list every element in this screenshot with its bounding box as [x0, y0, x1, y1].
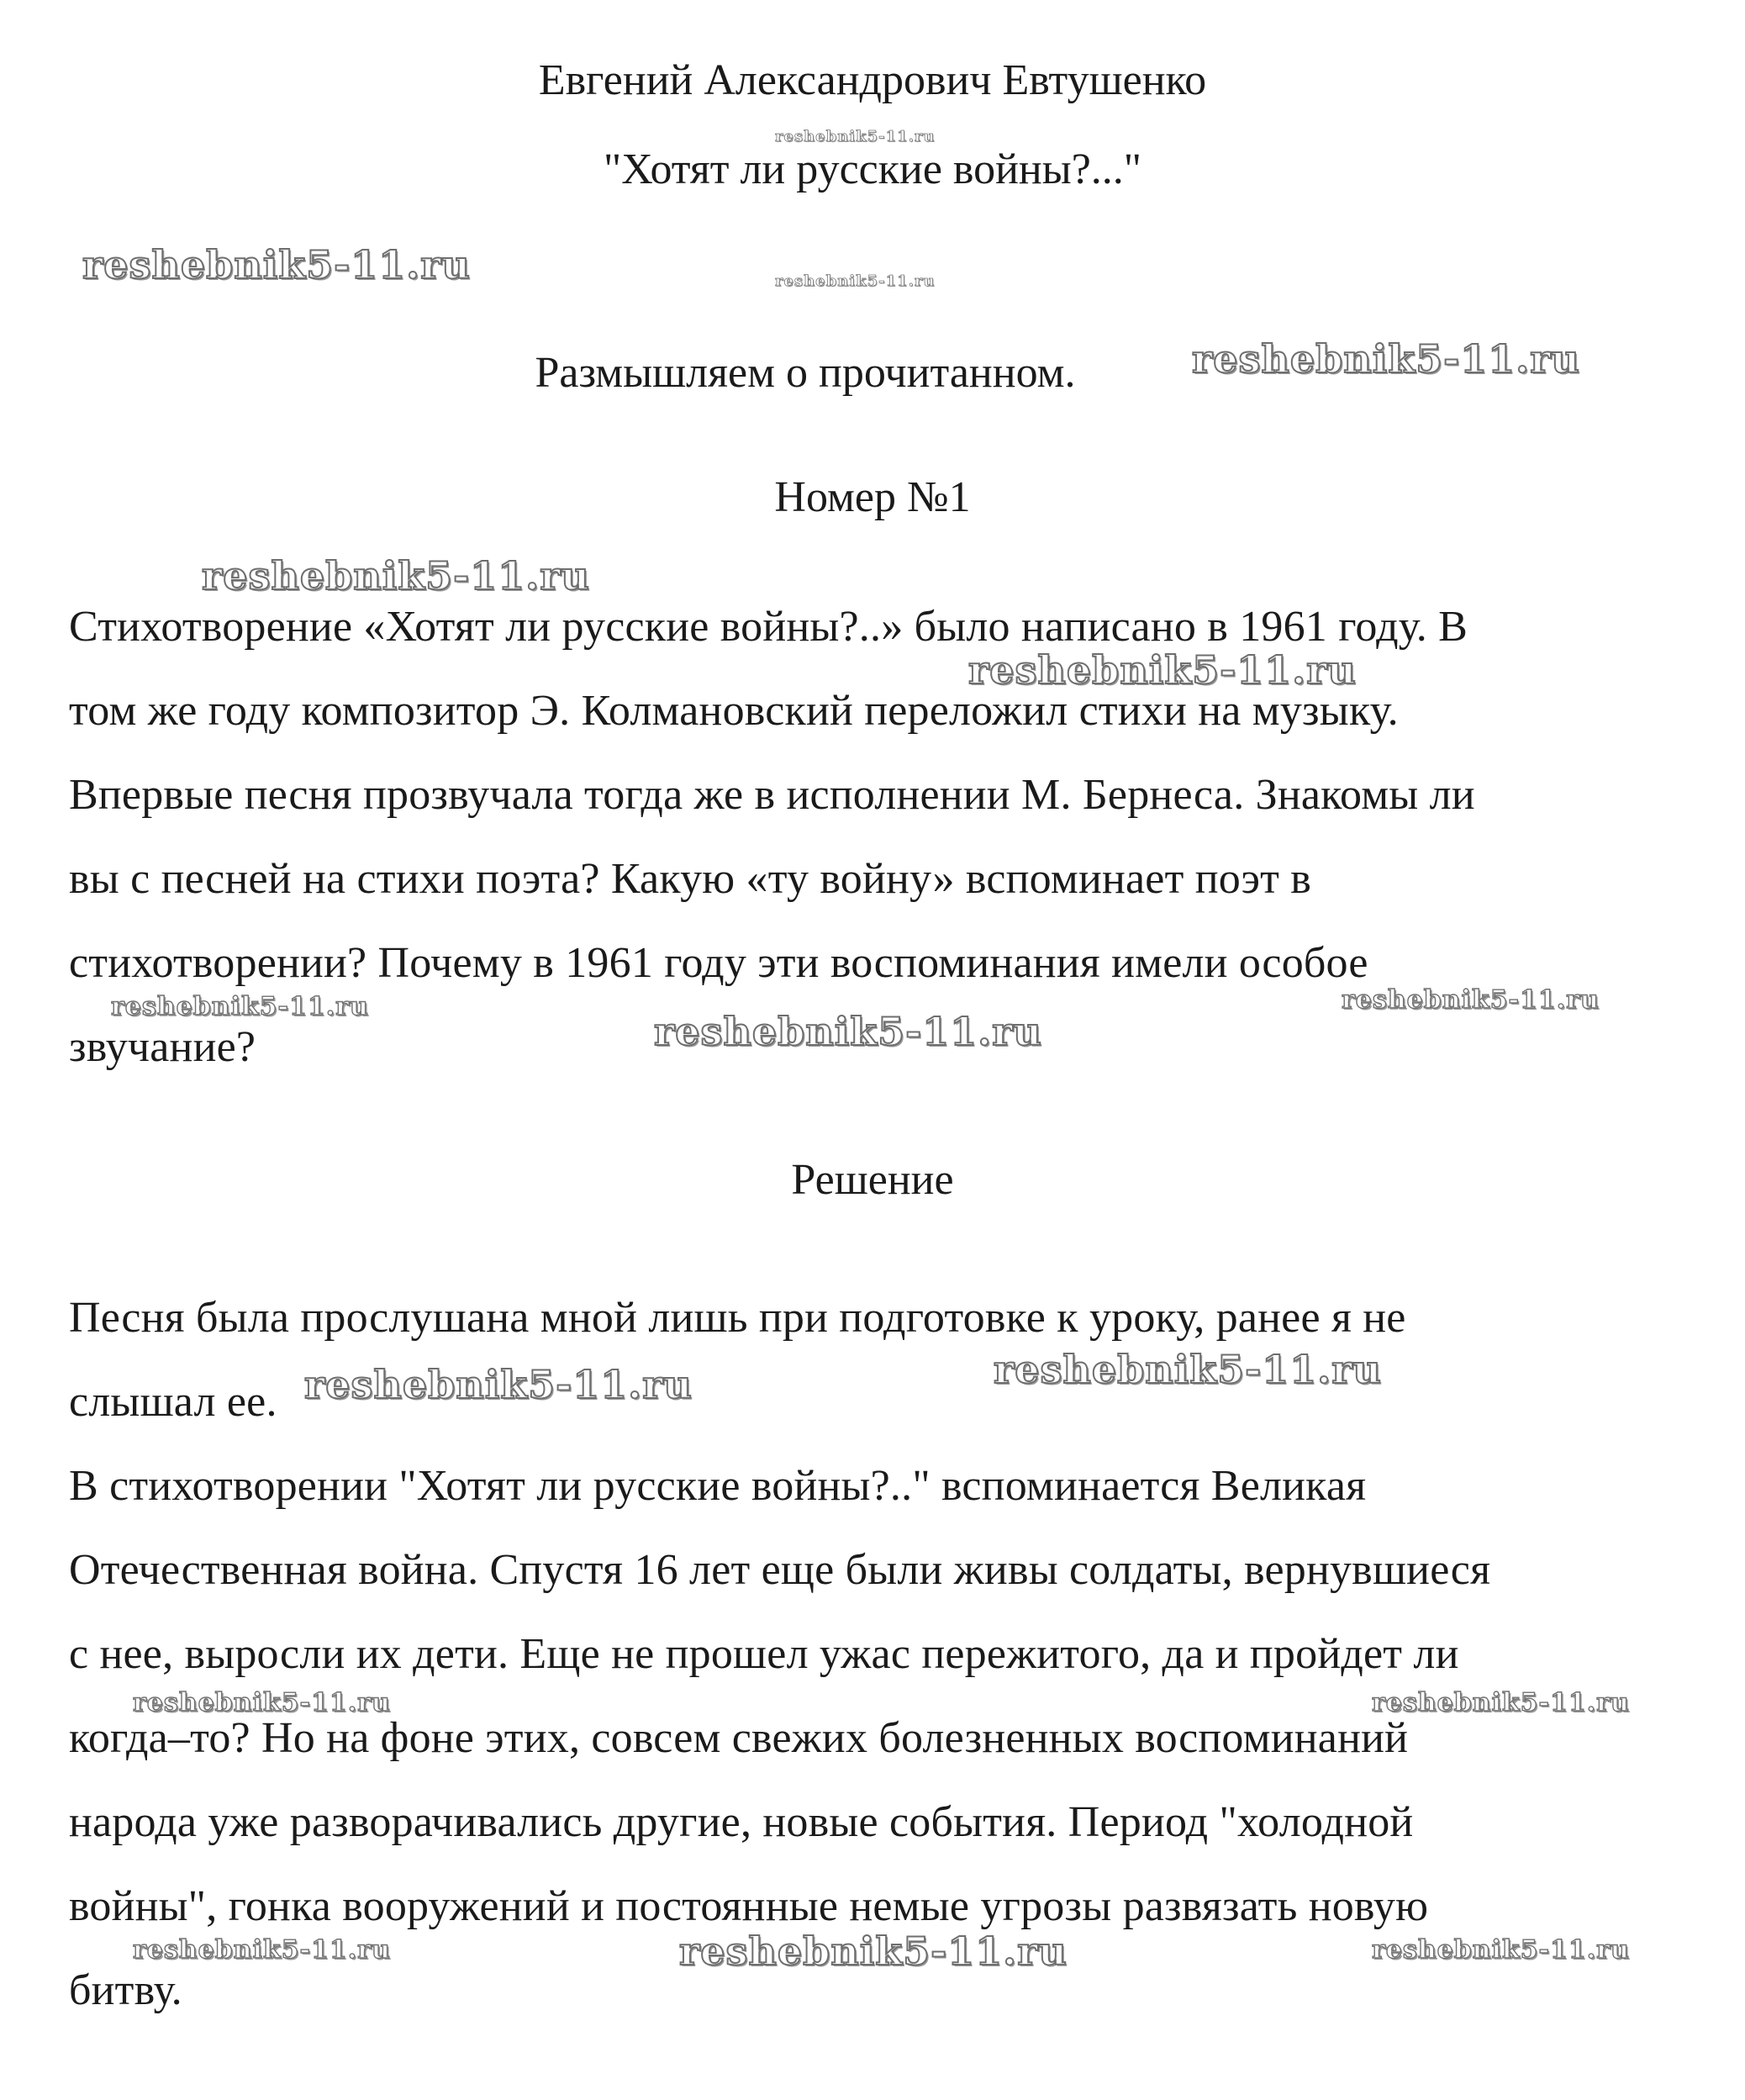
solution-line: слышал ее.	[69, 1378, 277, 1426]
watermark: reshebnik5-11.ru	[82, 242, 471, 288]
watermark: reshebnik5-11.ru	[679, 1929, 1068, 1974]
solution-heading: Решение	[791, 1156, 954, 1204]
question-line: Стихотворение «Хотят ли русские войны?..» было написано в 1961 году. В	[69, 603, 1468, 651]
question-line: вы с песней на стихи поэта? Какую «ту войну» вспоминает поэт в	[69, 855, 1311, 903]
solution-line: народа уже разворачивались другие, новые события. Период "холодной	[69, 1798, 1414, 1846]
question-line: Впервые песня прозвучала тогда же в исполнении М. Бернеса. Знакомы ли	[69, 771, 1475, 819]
task-number: Номер №1	[774, 473, 971, 521]
question-line: том же году композитор Э. Колмановский переложил стихи на музыку.	[69, 687, 1399, 735]
question-text	[69, 585, 1700, 1090]
question-line: стихотворении? Почему в 1961 году эти воспоминания имели особое	[69, 939, 1368, 987]
watermark: reshebnik5-11.ru	[304, 1362, 693, 1407]
solution-line: войны", гонка вооружений и постоянные немые угрозы развязать новую	[69, 1882, 1429, 1930]
watermark: reshebnik5-11.ru	[654, 1009, 1042, 1054]
solution-line: с нее, выросли их дети. Еще не прошел ужас пережитого, да и пройдет ли	[69, 1630, 1459, 1678]
watermark: reshebnik5-11.ru	[133, 1935, 391, 1965]
solution-line: битву.	[69, 1966, 182, 2014]
watermark: reshebnik5-11.ru	[202, 553, 590, 599]
watermark: reshebnik5-11.ru	[133, 1688, 391, 1717]
poem-title: "Хотят ли русские войны?..."	[603, 145, 1142, 193]
watermark: reshebnik5-11.ru	[111, 992, 369, 1021]
solution-paragraph-2	[69, 1444, 1700, 2033]
watermark: reshebnik5-11.ru	[1372, 1688, 1630, 1717]
watermark: reshebnik5-11.ru	[775, 128, 936, 145]
solution-line: когда–то? Но на фоне этих, совсем свежих болезненных воспоминаний	[69, 1714, 1409, 1762]
solution-line: В стихотворении "Хотят ли русские войны?.." вспоминается Великая	[69, 1462, 1367, 1510]
solution-paragraph-1	[69, 1276, 1700, 1444]
section-heading: Размышляем о прочитанном.	[535, 349, 1076, 397]
watermark: reshebnik5-11.ru	[968, 647, 1357, 693]
watermark: reshebnik5-11.ru	[1342, 985, 1600, 1015]
watermark: reshebnik5-11.ru	[775, 272, 936, 290]
author-name: Евгений Александрович Евтушенко	[538, 56, 1207, 104]
watermark: reshebnik5-11.ru	[1372, 1935, 1630, 1965]
watermark: reshebnik5-11.ru	[1192, 336, 1580, 382]
question-line: звучание?	[69, 1023, 256, 1071]
solution-line: Отечественная война. Спустя 16 лет еще были живы солдаты, вернувшиеся	[69, 1546, 1491, 1594]
watermark: reshebnik5-11.ru	[994, 1347, 1382, 1392]
solution-line: Песня была прослушана мной лишь при подготовке к уроку, ранее я не	[69, 1294, 1406, 1342]
